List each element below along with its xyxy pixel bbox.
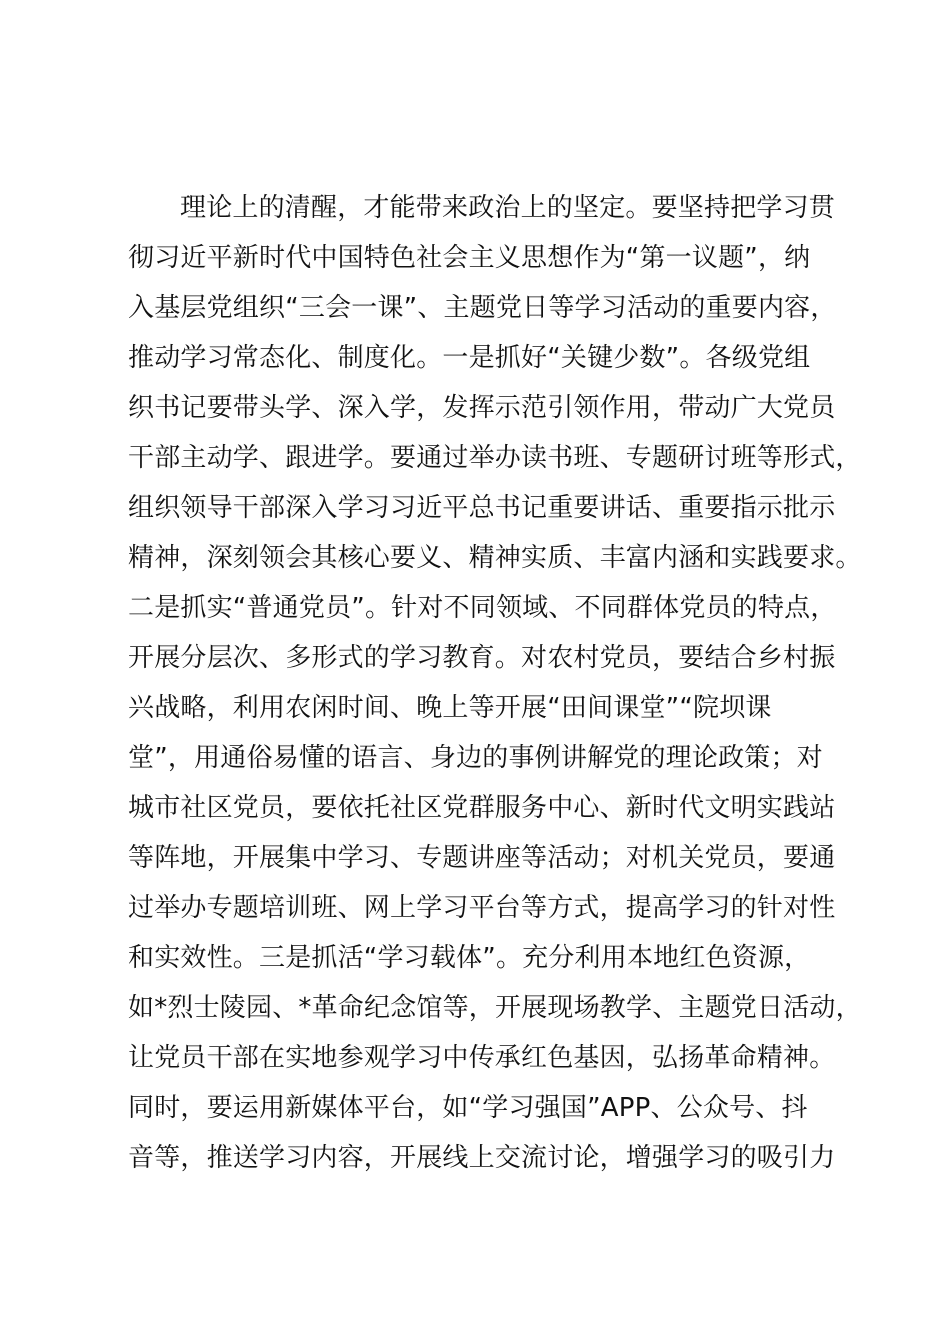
text-line: 理论上的清醒，才能带来政治上的坚定。要坚持把学习贯 <box>180 193 836 223</box>
text-line: 和实效性。三是抓活“学习载体”。充分利用本地红色资源， <box>128 943 811 973</box>
body-paragraph <box>128 183 888 1183</box>
text-line: 堂”，用通俗易懂的语言、身边的事例讲解党的理论政策；对 <box>128 743 823 773</box>
text-line: 开展分层次、多形式的学习教育。对农村党员，要结合乡村振 <box>128 643 836 673</box>
text-line: 精神，深刻领会其核心要义、精神实质、丰富内涵和实践要求。 <box>128 543 862 573</box>
text-line: 音等，推送学习内容，开展线上交流讨论，增强学习的吸引力 <box>128 1143 836 1173</box>
text-line: 入基层党组织“三会一课”、主题党日等学习活动的重要内容， <box>128 293 837 323</box>
text-line: 同时，要运用新媒体平台，如“学习强国”APP、公众号、抖 <box>128 1093 808 1123</box>
text-line: 如*烈士陵园、*革命纪念馆等，开展现场教学、主题党日活动， <box>128 993 862 1023</box>
text-line: 推动学习常态化、制度化。一是抓好“关键少数”。各级党组 <box>128 343 811 373</box>
text-line: 过举办专题培训班、网上学习平台等方式，提高学习的针对性 <box>128 893 836 923</box>
text-line: 兴战略，利用农闲时间、晚上等开展“田间课堂”“院坝课 <box>128 693 772 723</box>
text-line: 干部主动学、跟进学。要通过举办读书班、专题研讨班等形式， <box>128 443 862 473</box>
text-line: 城市社区党员，要依托社区党群服务中心、新时代文明实践站 <box>128 793 836 823</box>
text-line: 二是抓实“普通党员”。针对不同领域、不同群体党员的特点， <box>128 593 837 623</box>
text-line: 等阵地，开展集中学习、专题讲座等活动；对机关党员，要通 <box>128 843 836 873</box>
text-line: 组织领导干部深入学习习近平总书记重要讲话、重要指示批示 <box>128 493 836 523</box>
text-line: 织书记要带头学、深入学，发挥示范引领作用，带动广大党员 <box>128 393 836 423</box>
text-line: 让党员干部在实地参观学习中传承红色基因，弘扬革命精神。 <box>128 1043 836 1073</box>
text-line: 彻习近平新时代中国特色社会主义思想作为“第一议题”，纳 <box>128 243 811 273</box>
